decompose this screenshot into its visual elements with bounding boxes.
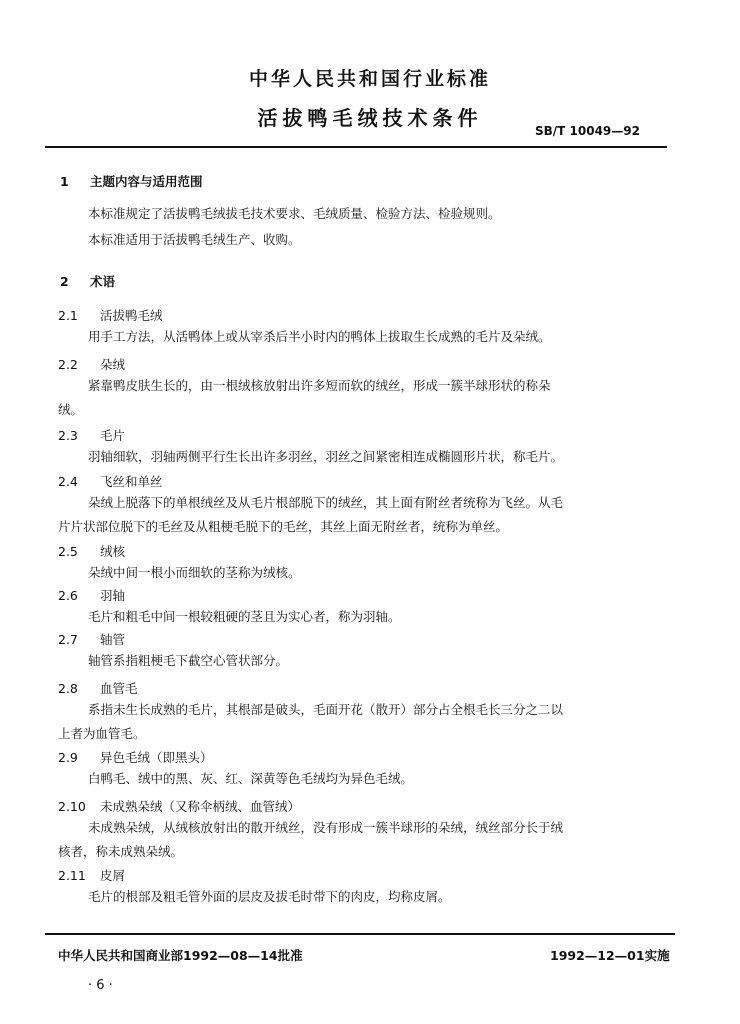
term-heading (58, 866, 125, 884)
term-definition-line: 未成熟朵绒，从绒核放射出的散开绒丝，没有形成一簇半球形的朵绒，绒丝部分长于绒 (88, 820, 564, 835)
term-heading (58, 472, 163, 490)
term-definition-line: 朵绒中间一根小而细软的茎称为绒核。 (88, 565, 301, 580)
term-number: 2.2 (58, 357, 78, 372)
term-name: 异色毛绒（即黑头） (100, 750, 213, 765)
term-definition-line: 毛片的根部及粗毛管外面的层皮及拔毛时带下的肉皮，均称皮屑。 (88, 889, 451, 904)
section-1-paragraph: 本标准规定了活拔鸭毛绒拔毛技术要求、毛绒质量、检验方法、检验规则。 (88, 206, 501, 221)
term-definition-line: 朵绒上脱落下的单根绒丝及从毛片根部脱下的绒丝，其上面有附丝者统称为飞丝。从毛 (88, 495, 564, 510)
approval-date: 中华人民共和国商业部1992—08—14批准 (58, 948, 303, 963)
term-definition-line: 系指未生长成熟的毛片，其根部是破头，毛面开花（散开）部分占全根毛长三分之二以 (88, 702, 564, 717)
standard-category: 中华人民共和国行业标准 (248, 68, 491, 90)
section-number: 2 (60, 274, 69, 289)
term-name: 未成熟朵绒（又称伞柄绒、血管绒） (100, 799, 301, 814)
section-title: 主题内容与适用范围 (90, 174, 203, 189)
term-heading (58, 542, 125, 560)
term-name: 血管毛 (100, 681, 138, 696)
footer-rule (45, 933, 675, 935)
term-definition-line: 白鸭毛、绒中的黑、灰、红、深黄等色毛绒均为异色毛绒。 (88, 771, 414, 786)
term-name: 轴管 (100, 632, 126, 647)
term-definition-line: 紧靠鸭皮肤生长的，由一根绒核放射出许多短而软的绒丝，形成一簇半球形状的称朵 (88, 378, 551, 393)
term-heading (58, 630, 125, 648)
term-definition-line: 核者，称未成熟朵绒。 (58, 844, 184, 859)
term-name: 羽轴 (100, 588, 126, 603)
term-number: 2.4 (58, 474, 78, 489)
term-heading (58, 355, 125, 373)
term-heading (58, 797, 300, 815)
term-number: 2.11 (58, 868, 86, 883)
term-heading (58, 679, 138, 697)
document-title: 活拔鸭毛绒技术条件 (257, 106, 483, 130)
term-number: 2.8 (58, 681, 78, 696)
term-heading (58, 748, 213, 766)
term-name: 皮屑 (100, 868, 126, 883)
section-number: 1 (60, 174, 69, 189)
term-number: 2.9 (58, 750, 78, 765)
term-number: 2.3 (58, 428, 78, 443)
section-1-paragraph: 本标准适用于活拔鸭毛绒生产、收购。 (88, 232, 301, 247)
term-name: 飞丝和单丝 (100, 474, 163, 489)
term-number: 2.6 (58, 588, 78, 603)
term-number: 2.10 (58, 799, 86, 814)
standard-number: SB/T 10049—92 (535, 124, 640, 138)
effective-date: 1992—12—01实施 (550, 948, 670, 963)
term-definition-line: 片片状部位脱下的毛丝及从粗梗毛脱下的毛丝，其丝上面无附丝者，统称为单丝。 (58, 519, 509, 534)
term-number: 2.7 (58, 632, 78, 647)
term-heading (58, 306, 163, 324)
term-name: 绒核 (100, 544, 126, 559)
section-2-heading (60, 272, 115, 290)
term-number: 2.5 (58, 544, 78, 559)
term-definition-line: 轴管系指粗梗毛下截空心管状部分。 (88, 653, 289, 668)
term-name: 朵绒 (100, 357, 126, 372)
term-definition-line: 用手工方法，从活鸭体上或从宰杀后半小时内的鸭体上拔取生长成熟的毛片及朵绒。 (88, 329, 551, 344)
page-number: · 6 · (88, 978, 113, 993)
term-definition-line: 上者为血管毛。 (58, 726, 146, 741)
term-definition-line: 绒。 (58, 402, 84, 417)
section-1-heading (60, 172, 203, 190)
term-name: 活拔鸭毛绒 (100, 308, 163, 323)
term-heading (58, 426, 125, 444)
section-title: 术语 (90, 274, 116, 289)
header-rule (45, 146, 667, 148)
term-definition-line: 毛片和粗毛中间一根较粗硬的茎且为实心者，称为羽轴。 (88, 609, 401, 624)
term-heading (58, 586, 125, 604)
term-definition-line: 羽轴细软，羽轴两侧平行生长出许多羽丝，羽丝之间紧密相连成椭圆形片状，称毛片。 (88, 449, 564, 464)
term-number: 2.1 (58, 308, 78, 323)
term-name: 毛片 (100, 428, 126, 443)
